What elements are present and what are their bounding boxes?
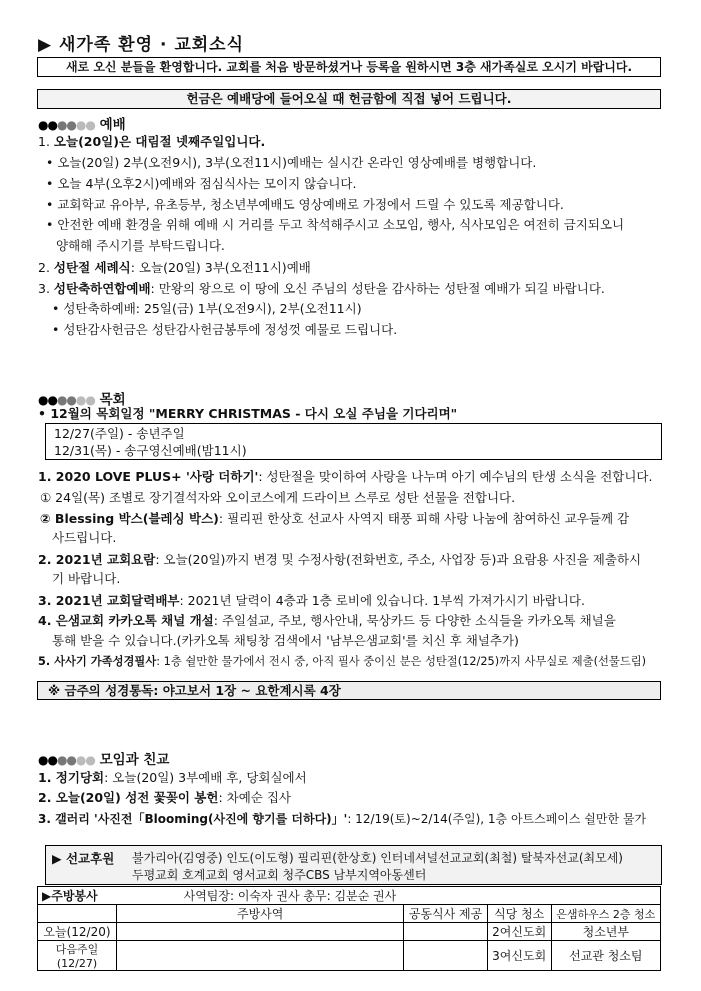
mission-support-label: ▶ 선교후원	[52, 851, 115, 866]
dots-icon: ●●●●●●	[38, 753, 95, 767]
mission-support-box	[45, 845, 662, 885]
worship-item-1: 1. 오늘(20일)은 대림절 넷째주일입니다.	[38, 134, 266, 149]
mission-support-list: 두평교회 호계교회 영서교회 청주CBS 남부지역아동센터	[132, 868, 427, 882]
worship-bullet: • 오늘(20일) 2부(오전9시), 3부(오전11시)예배는 실시간 온라인 영상예배를 병행합니다.	[46, 155, 537, 170]
table-row: 오늘(12/20) 2여신도회 청소년부	[38, 923, 661, 941]
table-header	[38, 905, 117, 923]
bible-reading-note: ※ 금주의 성경통독: 야고보서 1장 ~ 요한계시록 4장	[37, 681, 661, 700]
fellowship-line: 1. 정기당회: 오늘(20일) 3부예배 후, 당회실에서	[38, 770, 307, 785]
ministry-line: 1. 2020 LOVE PLUS+ '사랑 더하기': 성탄절을 맞이하여 사랑을 나누며 아기 예수님의 탄생 소식을 전합니다.	[38, 469, 653, 484]
kitchen-label: ▶주방봉사 사역팀장: 이숙자 권사 총무: 김분순 권사	[38, 887, 404, 905]
schedule-box	[45, 423, 662, 460]
page-title: ▶ 새가족 환영 · 교회소식	[38, 35, 245, 55]
ministry-line: 2. 2021년 교회요람: 오늘(20일)까지 변경 및 수정사항(전화번호, 주소, 사업장 등)과 요람용 사진을 제출하시	[38, 552, 642, 567]
schedule-item: 12/27(주일) - 송년주일	[54, 426, 185, 441]
welcome-banner: 새로 오신 분들을 환영합니다. 교회를 처음 방문하셨거나 등록을 원하시면 3층 새가족실로 오시기 바랍니다.	[37, 57, 661, 77]
schedule-title: • 12월의 목회일정 "MERRY CHRISTMAS - 다시 오실 주님을 기다리며"	[38, 406, 458, 421]
worship-bullet: 양해해 주시기를 부탁드립니다.	[56, 238, 225, 253]
worship-item-2: 2. 성탄절 세례식: 오늘(20일) 3부(오전11시)예배	[38, 260, 311, 275]
worship-bullet: • 교회학교 유아부, 유초등부, 청소년부예배도 영상예배로 가정에서 드릴 수 있도록 제공합니다.	[46, 197, 564, 212]
table-header: 공동식사 제공	[404, 905, 487, 923]
dots-icon: ●●●●●●	[38, 118, 95, 132]
table-row: 다음주일(12/27) 3여신도회 선교관 청소팀	[38, 941, 661, 971]
fellowship-line: 3. 갤러리 '사진전「Blooming(사진에 향기를 더하다)」': 12/19(토)~2/14(주일), 1층 아트스페이스 쉴만한 물가	[38, 812, 647, 826]
ministry-line: 통해 받을 수 있습니다.(카카오톡 채팅창 검색에서 '남부은샘교회'를 치신 후 채널추가)	[52, 633, 519, 648]
kitchen-service-table	[37, 886, 661, 971]
schedule-item: 12/31(목) - 송구영신예배(밤11시)	[54, 443, 247, 458]
ministry-line: 사드립니다.	[52, 530, 117, 545]
ministry-line: 기 바랍니다.	[52, 571, 121, 586]
section-fellowship-heading: ●●●●●● 모임과 친교	[38, 752, 170, 768]
fellowship-line: 2. 오늘(20일) 성전 꽃꽂이 봉헌: 차예순 집사	[38, 790, 291, 805]
worship-bullet: • 오늘 4부(오후2시)예배와 점심식사는 모이지 않습니다.	[46, 176, 357, 191]
section-worship-heading: ●●●●●● 예배	[38, 117, 126, 133]
ministry-line: 4. 은샘교회 카카오톡 채널 개설: 주일설교, 주보, 행사안내, 묵상카드 등 다양한 소식들을 카카오톡 채널을	[38, 613, 616, 628]
table-header: 식당 청소	[487, 905, 551, 923]
ministry-line: ① 24일(목) 조별로 장기결석자와 오이코스에게 드라이브 스루로 성탄 선물을 전합니다.	[40, 490, 516, 505]
ministry-line: 3. 2021년 교회달력배부: 2021년 달력이 4층과 1층 로비에 있습니다. 1부씩 가져가시기 바랍니다.	[38, 593, 585, 608]
worship-bullet: • 성탄축하예배: 25일(금) 1부(오전9시), 2부(오전11시)	[52, 301, 362, 316]
worship-item-3: 3. 성탄축하연합예배: 만왕의 왕으로 이 땅에 오신 주님의 성탄을 감사하는 성탄절 예배가 되길 바랍니다.	[38, 281, 605, 296]
table-header: 은샘하우스 2층 청소	[551, 905, 660, 923]
section-ministry-heading: ●●●●●● 목회	[38, 392, 126, 408]
offering-banner: 헌금은 예배당에 들어오실 때 헌금함에 직접 넣어 드립니다.	[37, 89, 661, 109]
worship-bullet: • 안전한 예배 환경을 위해 예배 시 거리를 두고 착석해주시고 소모임, 행사, 식사모임은 여전히 금지되오니	[46, 217, 625, 232]
mission-support-list: 불가리아(김영중) 인도(이도형) 필리핀(한상호) 인터네셔널선교교회(최철) 탈북자선교(최모세)	[132, 851, 623, 865]
ministry-line: ② Blessing 박스(블레싱 박스): 필리핀 한상호 선교사 사역지 태풍 피해 사랑 나눔에 참여하신 교우들께 감	[40, 511, 630, 526]
dots-icon: ●●●●●●	[38, 393, 95, 407]
table-header: 주방사역	[117, 905, 404, 923]
worship-bullet: • 성탄감사헌금은 성탄감사헌금봉투에 정성껏 예물로 드립니다.	[52, 322, 398, 337]
ministry-line: 5. 사사기 가족성경필사: 1층 쉴만한 물가에서 전시 중, 아직 필사 중이신 분은 성탄절(12/25)까지 사무실로 제출(선물드림)	[38, 655, 647, 668]
